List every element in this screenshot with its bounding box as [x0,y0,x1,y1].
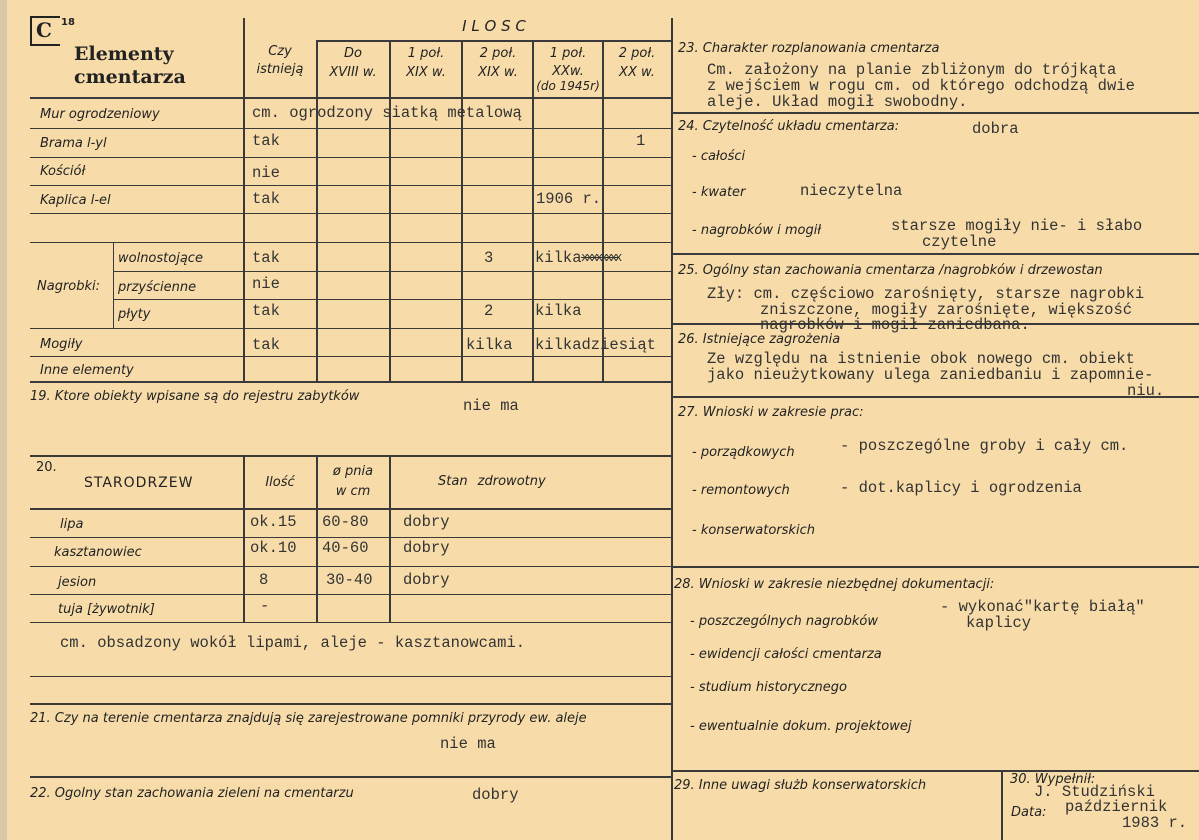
col-header-1p20-3: (do 1945r) [536,79,600,93]
row-exists-kosciol: nie [252,164,280,182]
tree-name: jesion [58,575,97,590]
grid-line [602,40,604,381]
row-label-mogily: Mogiły [40,337,83,352]
q25-text-line3: nagrobków i mogił zaniedbana. [760,316,1030,334]
q30-label: 30. Wypełnił: [1010,772,1096,787]
tree-qty: - [260,597,270,615]
q27-label: 27. Wnioski w zakresie prac: [678,405,864,420]
q19-value: nie ma [463,397,519,415]
grid-line [30,776,672,778]
tree-name: tuja [żywotnik] [58,602,155,617]
grid-line [30,157,672,158]
col-header-2p19-2: XIX w. [478,65,518,80]
grid-line [30,676,672,677]
grid-line [671,18,673,840]
q24-nagrobkow-value-2: czytelne [922,233,997,251]
grid-line [113,271,672,272]
q28-nagrobkow-value-2: kaplicy [966,614,1032,632]
tree-qty: ok.10 [250,539,297,557]
q26-text-line1: Ze względu na istnienie obok nowego cm. obiekt [707,350,1135,368]
col-header-exists-2: istnieją [256,62,304,77]
tree-qty: ok.15 [250,513,297,531]
grid-line [30,594,672,595]
row-value-mogily-1p20: kilkadziesiąt [535,336,656,354]
q19-label: 19. Ktore obiekty wpisane są do rejestru zabytków [30,389,360,404]
tree-name: lipa [60,517,84,532]
q24-nagrobkow-value-1: starsze mogiły nie- i słabo [891,217,1143,235]
row-label-brama: Brama l-yl [40,136,107,151]
q20-col-ilosc: Ilość [265,475,295,490]
q20-title: STARODRZEW [84,475,194,491]
row-value-wolnostojace-struck: xxxxxxxx [581,250,620,265]
grid-line [30,128,672,129]
tree-state: dobry [403,513,450,531]
q28-label: 28. Wnioski w zakresie niezbędnej dokumentacji: [674,577,995,592]
row-exists-przyscienne: nie [252,275,280,293]
col-header-1p19-2: XIX w. [406,65,446,80]
q22-label: 22. Ogolny stan zachowania zieleni na cmentarzu [30,786,354,801]
q29-label: 29. Inne uwagi służb konserwatorskich [674,778,927,793]
q24-kwater-label: - kwater [692,185,746,200]
row-label-wolnostojace: wolnostojące [118,251,203,266]
q26-label: 26. Istniejące zagrożenia [678,332,841,347]
q28-projektowej-label: - ewentualnie dokum. projektowej [690,719,912,734]
row-exists-kaplica: tak [252,190,280,208]
row-value-plyty-1p20: kilka [535,302,582,320]
row-value-plyty-2p19: 2 [484,302,494,320]
grid-line [30,566,672,567]
q20-col-pnia-2: w cm [335,484,371,499]
q26-text-line2: jako nieużytkowany ulega zaniedbaniu i zapomnie- [707,366,1154,384]
grid-line [30,97,672,99]
grid-line [30,242,672,243]
col-header-1p20-2: XXw. [552,64,584,79]
q26-text-line3: niu. [1127,382,1165,400]
q27-konserwatorskich-label: - konserwatorskich [692,523,815,538]
grid-line [671,770,1199,772]
grid-line [671,112,1199,114]
q20-number: 20. [36,460,57,475]
grid-line [30,185,672,186]
grid-line [113,243,114,328]
q28-nagrobkow-label: - poszczególnych nagrobków [690,614,878,629]
q27-porzadkowych-value: - poszczególne groby i cały cm. [840,437,1129,455]
q27-remontowych-value: - dot.kaplicy i ogrodzenia [840,479,1082,497]
grid-line [30,328,672,329]
tree-diameter: 60-80 [322,513,369,531]
grid-line [30,381,672,383]
col-header-ilosc: I L O S C [462,17,526,35]
row-value-wolnostojace-1p20: kilka [535,249,582,267]
tree-name: kasztanowiec [54,545,142,560]
q30-month: październik [1065,798,1168,816]
q28-ewidencji-label: - ewidencji całości cmentarza [690,647,882,662]
q21-value: nie ma [440,735,496,753]
q25-text-line2: zniszczone, mogiły zarośnięte, większość [760,301,1133,319]
grid-line [671,253,1199,255]
q24-calosci-label: - całości [692,149,746,164]
section-number: 18 [61,17,75,28]
row-label-plyty: płyty [118,307,151,322]
col-header-do18-2: XVIII w. [329,65,377,80]
q20-col-stan: Stan zdrowotny [438,474,546,489]
row-label-mur: Mur ogrodzeniowy [40,107,160,122]
q30-year: 1983 r. [1122,814,1188,832]
row-value-kaplica: 1906 r. [536,190,602,208]
q30-date-label: Data: [1011,805,1047,820]
row-value-mogily-2p19: kilka [466,336,513,354]
q23-label: 23. Charakter rozplanowania cmentarza [678,41,940,56]
tree-diameter: 40-60 [322,539,369,557]
row-value-brama: 1 [636,132,646,150]
q20-col-pnia: ø pnia [332,464,374,479]
grid-line [30,356,672,357]
row-exists-wolnostojace: tak [252,249,280,267]
q23-text-line2: z wejściem w rogu cm. od którego odchodzą dwie [707,77,1135,95]
q24-value: dobra [972,120,1019,138]
row-label-kosciol: Kościół [40,164,86,179]
row-exists-brama: tak [252,132,280,150]
q25-text-line1: Zły: cm. częściowo zarośnięty, starsze nagrobki [707,285,1145,303]
col-header-1p20: 1 poł. [549,46,587,61]
q30-name: J. Studziński [1034,783,1155,801]
row-value-wolnostojace-2p19: 3 [484,249,494,267]
q23-text-line1: Cm. założony na planie zbliżonym do trójkąta [707,61,1117,79]
table-title-line1: Elementy [74,43,174,65]
table-title-line2: cmentarza [74,66,186,88]
col-header-2p20: 2 poł. [618,46,656,61]
q23-text-line3: aleje. Układ mogił swobodny. [707,93,968,111]
q24-nagrobkow-label: - nagrobków i mogił [692,223,822,238]
q25-label: 25. Ogólny stan zachowania cmentarza /nagrobków i drzewostan [678,263,1103,278]
q21-label: 21. Czy na terenie cmentarza znajdują się zarejestrowane pomniki przyrody ew. aleje [30,711,587,726]
col-header-2p20-2: XX w. [619,65,655,80]
col-header-2p19: 2 poł. [479,46,517,61]
row-label-kaplica: Kaplica l-el [40,193,111,208]
q28-nagrobkow-value-1: - wykonać"kartę białą" [940,598,1145,616]
grid-line [1001,770,1003,840]
tree-diameter: 30-40 [326,571,373,589]
grid-line [30,508,672,510]
tree-qty: 8 [259,571,269,589]
grid-line [316,455,318,623]
row-label-inne: Inne elementy [40,363,134,378]
tree-state: dobry [403,571,450,589]
row-label-przyscienne: przyścienne [118,280,197,295]
grid-line [30,622,672,623]
col-header-exists: Czy [268,44,292,59]
grid-line [30,213,672,214]
grid-line [671,566,1199,568]
tree-state: dobry [403,539,450,557]
q24-label: 24. Czytelność układu cmentarza: [678,119,900,134]
col-header-do18: Do [344,46,362,61]
row-exists-mogily: tak [252,336,280,354]
grid-line [389,455,391,623]
grid-line [671,396,1199,398]
q20-note: cm. obsadzony wokół lipami, aleje - kasztanowcami. [60,634,526,652]
grid-line [113,299,672,300]
card-edge [0,0,7,840]
row-value-mur: cm. ogrodzony siatką metalową [252,104,522,122]
grid-line [461,40,463,381]
grid-line [30,537,672,538]
q22-value: dobry [472,786,519,804]
q27-remontowych-label: - remontowych [692,483,790,498]
section-letter: C [36,18,52,42]
q27-porzadkowych-label: - porządkowych [692,445,795,460]
grid-line [316,40,672,42]
grid-line [30,455,672,457]
grid-line [389,40,391,381]
col-header-1p19: 1 poł. [407,46,445,61]
q28-studium-label: - studium historycznego [690,680,847,695]
nagrobki-label: Nagrobki: [37,279,101,294]
grid-line [30,703,672,705]
grid-line [316,40,318,381]
q24-kwater-value: nieczytelna [800,182,903,200]
row-exists-plyty: tak [252,302,280,320]
